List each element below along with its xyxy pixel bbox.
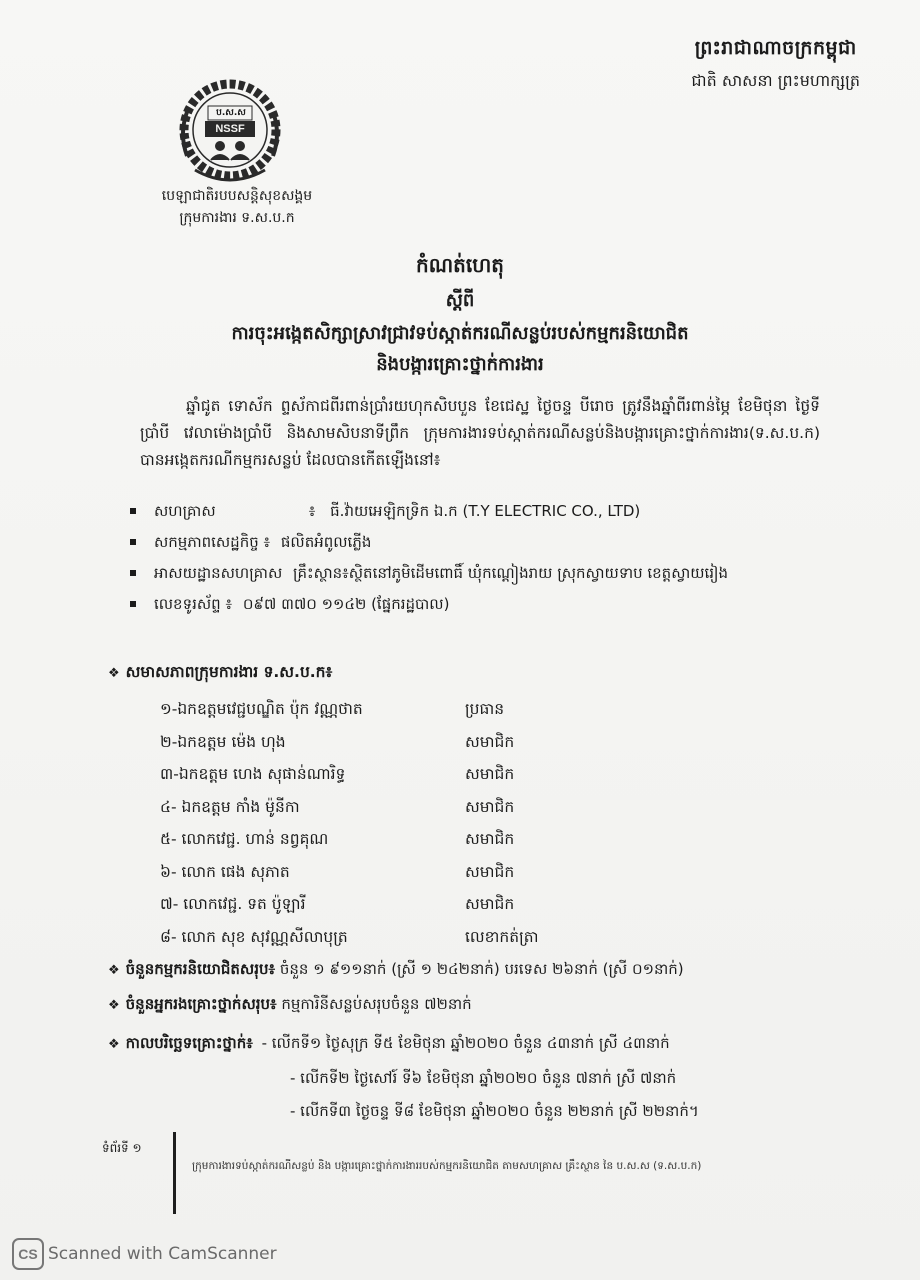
document-title-block xyxy=(0,252,920,379)
national-header xyxy=(691,36,860,94)
detail-separator: ៖ xyxy=(225,595,233,613)
workers-value: ចំនួន ១ ៩១១នាក់ (ស្រី ១ ២៤២នាក់) បរទេស ២៦នាក់ (ស្រី ០១នាក់) xyxy=(279,960,684,978)
member-role: សមាជិក xyxy=(465,862,515,881)
member-role: ប្រធាន xyxy=(465,700,505,718)
footer-text: ក្រុមការងារទប់ស្កាត់ករណីសន្លប់ និង បង្ការគ្រោះថ្នាក់ការងាររបស់កម្មករនិយោជិត តាមសហគ្រាស គ្រឹះស្ថាន នៃ ប.ស.ស (ទ.ស.ប.ក) xyxy=(192,1160,702,1172)
list-item xyxy=(160,823,539,856)
member-name: ១-ឯកឧត្តមវេជ្ជបណ្ឌិត ប៉ុក វណ្ណថាត xyxy=(160,700,363,718)
document-title: កំណត់ហេតុ xyxy=(416,253,504,277)
victims-count xyxy=(108,995,472,1017)
members-heading-text: សមាសភាពក្រុមការងារ ទ.ស.ប.ក៖ xyxy=(125,663,333,681)
camscanner-icon: CS xyxy=(12,1238,44,1270)
members-heading xyxy=(108,662,332,685)
footer-divider xyxy=(173,1132,176,1214)
national-motto: ជាតិ សាសនា ព្រះមហាក្សត្រ xyxy=(691,71,860,90)
member-name: ៦- លោក ផេង សុភាត xyxy=(160,862,290,881)
intro-text: ឆ្នាំជូត ទោស័ក ព្ទស័កាជពីរពាន់ប្រាំរយហុកសិបបួន ខែជេស្ឋ ថ្ងៃចន្ទ បីរោច ត្រូវនឹងឆ្នាំពីរពាន់ម្ភៃ ខែមិថុនា ថ្ងៃទីប្រាំបី វេលាម៉ោងប្រាំបី និងសាមសិបនាទីព្រឹក ក្រុមការងារទប់ស្កាត់ករណីសន្លប់និងបង្ការគ្រោះថ្នាក់ការងារ(ទ.ស.ប.ក) បានអង្កេតករណីកម្មករសន្លប់ ដែលបានកើតឡើងនៅ៖ xyxy=(140,397,820,469)
bullet-icon xyxy=(130,508,136,514)
list-item xyxy=(130,528,820,556)
member-name: ៥- លោកវេជ្ជ. ហាន់ នព្វគុណ xyxy=(160,830,329,848)
detail-label: សហគ្រាស xyxy=(154,502,216,520)
list-item xyxy=(160,758,539,791)
diamond-bullet-icon: ❖ xyxy=(108,998,120,1013)
victims-label: ចំនួនអ្នករងគ្រោះថ្នាក់សរុប៖ xyxy=(125,995,277,1013)
organization-name xyxy=(142,185,332,229)
detail-value: ០៩៧ ៣៧០ ១១៤២ (ផ្នែករដ្ឋបាល) xyxy=(242,595,450,613)
member-role: លេខាកត់ត្រា xyxy=(465,927,539,946)
list-item xyxy=(160,791,539,824)
document-about: ស្តីពី xyxy=(445,290,475,311)
document-subject-line-1: ការចុះអង្កេតសិក្សាស្រាវជ្រាវទប់ស្កាត់ករណីសន្លប់របស់កម្មករនិយោជិត xyxy=(231,323,689,344)
period-item-2: - លើកទី២ ថ្ងៃសៅរ៍ ទី៦ ខែមិថុនា ឆ្នាំ២០២០ ចំនួន ៧នាក់ ស្រី ៧នាក់ xyxy=(290,1069,677,1087)
org-line-2: ក្រុមការងារ ទ.ស.ប.ក xyxy=(179,210,295,226)
detail-separator: ៖ xyxy=(263,533,271,551)
detail-value: ធី.វ៉ាយអេឡិកទ្រិក ឯ.ក (T.Y ELECTRIC CO., LTD) xyxy=(330,502,641,520)
detail-separator: ៖ xyxy=(308,502,316,520)
member-name: ៤- ឯកឧត្តម កាំង ម៉ូនីកា xyxy=(160,797,300,816)
bullet-icon xyxy=(130,570,136,576)
members-list xyxy=(160,693,539,953)
page-number: ទំព័រទី ១ xyxy=(102,1141,142,1155)
list-item xyxy=(160,921,539,954)
diamond-bullet-icon: ❖ xyxy=(108,1037,120,1052)
period-label: កាលបរិច្ឆេទគ្រោះថ្នាក់៖ xyxy=(125,1034,253,1052)
intro-paragraph xyxy=(140,393,820,474)
document-subject-line-2: និងបង្ការគ្រោះថ្នាក់ការងារ xyxy=(376,354,544,375)
member-role: សមាជិក xyxy=(465,895,515,913)
member-name: ៧- លោកវេជ្ជ. ទត ប៉ូឡារី xyxy=(160,895,306,913)
diamond-bullet-icon: ❖ xyxy=(108,963,120,978)
member-role: សមាជិក xyxy=(465,797,515,816)
member-role: សមាជិក xyxy=(465,765,515,783)
member-role: សមាជិក xyxy=(465,732,515,751)
org-line-1: បេឡាជាតិរបបសន្តិសុខសង្គម xyxy=(161,188,313,204)
member-name: ៣-ឯកឧត្តម ហេង សុផាន់ណារិទ្ធ xyxy=(160,765,346,783)
diamond-bullet-icon: ❖ xyxy=(108,666,120,681)
logo-badge-text: ប.ស.ស xyxy=(216,108,246,118)
detail-value: គ្រឹះស្ថាន៖ស្ថិតនៅភូមិដើមពោធិ៍ ឃុំកណ្តៀងរាយ ស្រុកស្វាយទាប ខេត្តស្វាយរៀង xyxy=(293,564,729,582)
period-item-1: - លើកទី១ ថ្ងៃសុក្រ ទី៥ ខែមិថុនា ឆ្នាំ២០២០ ចំនួន ៤៣នាក់ ស្រី ៤៣នាក់ xyxy=(261,1034,670,1052)
member-name: ២-ឯកឧត្តម ម៉េង ហុង xyxy=(160,732,286,751)
detail-value: ផលិតអំពូលភ្លើង xyxy=(280,533,372,551)
period-item-3: - លើកទី៣ ថ្ងៃចន្ទ ទី៨ ខែមិថុនា ឆ្នាំ២០២០ ចំនួន ២២នាក់ ស្រី ២២នាក់។ xyxy=(290,1102,699,1120)
accident-period xyxy=(108,1034,670,1056)
bullet-icon xyxy=(130,601,136,607)
list-item xyxy=(130,590,820,618)
logo-abbr: NSSF xyxy=(215,123,245,135)
list-item xyxy=(160,726,539,759)
scanner-label: Scanned with CamScanner xyxy=(48,1244,277,1264)
detail-label: លេខទូរស័ព្ទ xyxy=(154,595,221,613)
workers-label: ចំនួនកម្មករនិយោជិតសរុប៖ xyxy=(125,960,276,978)
workers-count xyxy=(108,960,684,982)
list-item xyxy=(130,559,820,587)
nssf-logo xyxy=(165,68,295,198)
details-list xyxy=(130,497,820,621)
detail-label: សកម្មភាពសេដ្ឋកិច្ច xyxy=(154,533,259,551)
scanner-watermark xyxy=(12,1238,277,1270)
list-item xyxy=(160,693,539,726)
kingdom-title: ព្រះរាជាណាចក្រកម្ពុជា xyxy=(694,37,857,59)
member-role: សមាជិក xyxy=(465,830,515,848)
member-name: ៨- លោក សុខ សុវណ្ណសីលាបុត្រ xyxy=(160,927,348,946)
list-item xyxy=(130,497,820,525)
list-item xyxy=(160,888,539,921)
detail-label: អាសយដ្ឋានសហគ្រាស xyxy=(154,564,283,582)
list-item xyxy=(160,856,539,889)
bullet-icon xyxy=(130,539,136,545)
victims-value: កម្មការិនីសន្លប់សរុបចំនួន ៧២នាក់ xyxy=(281,995,472,1013)
